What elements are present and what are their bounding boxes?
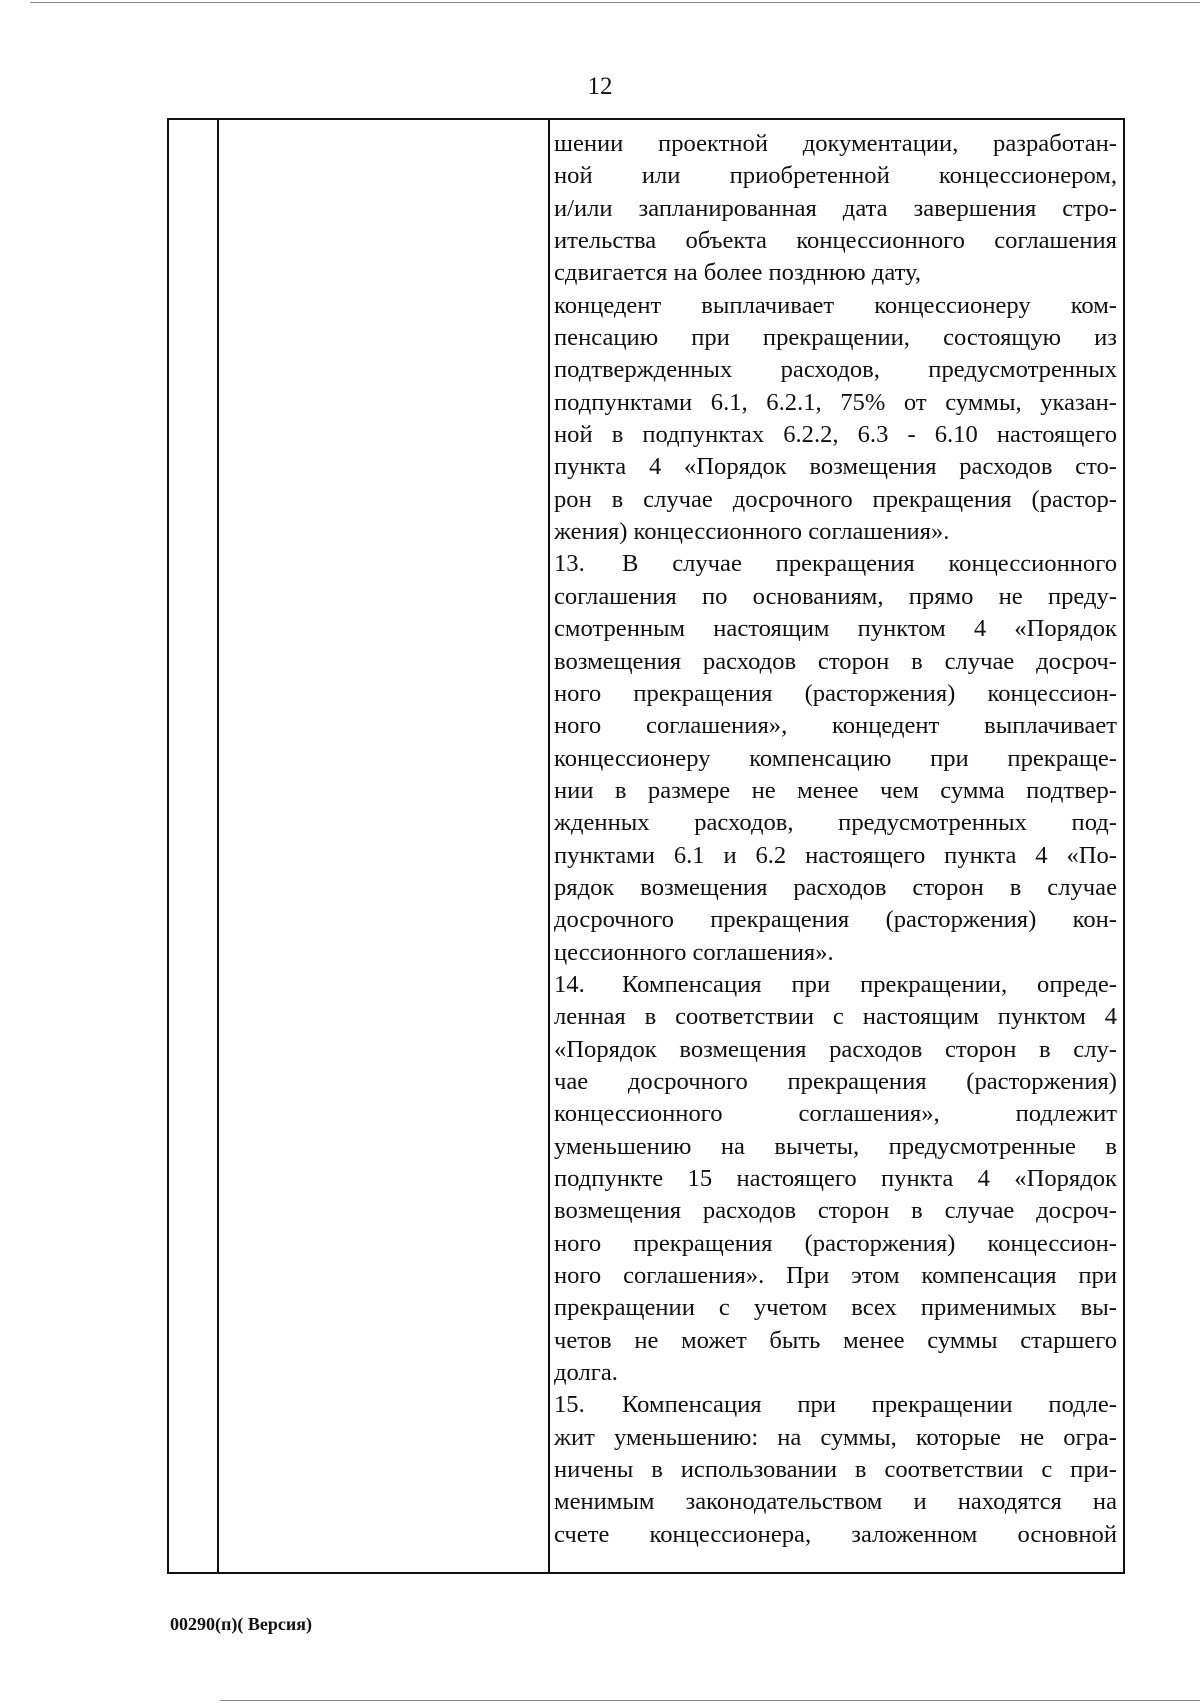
text-line: ного соглашения», концедент выплачивает bbox=[554, 712, 1117, 740]
text-line: смотренным настоящим пунктом 4 «Порядок bbox=[554, 615, 1117, 643]
text-line: ничены в использовании в соответствии с при- bbox=[554, 1456, 1117, 1484]
scan-edge-top bbox=[30, 2, 1200, 3]
text-line: подпунктами 6.1, 6.2.1, 75% от суммы, указан- bbox=[554, 388, 1117, 416]
text-line: ной в подпунктах 6.2.2, 6.3 - 6.10 настоящего bbox=[554, 421, 1117, 449]
paragraph-first-line: Компенсация при прекращении, опреде- bbox=[622, 970, 1117, 998]
text-line: соглашения по основаниям, прямо не преду- bbox=[554, 582, 1117, 610]
text-line bbox=[554, 1389, 1117, 1421]
text-line: подпункте 15 настоящего пункта 4 «Порядок bbox=[554, 1165, 1117, 1192]
text-line: рядок возмещения расходов сторон в случае bbox=[554, 873, 1117, 901]
scan-edge-bottom bbox=[220, 1700, 1200, 1701]
document-footer-code: 00290(п)( Версия) bbox=[170, 1614, 312, 1634]
page-number: 12 bbox=[587, 73, 613, 100]
text-line: ного прекращения (расторжения) концессион- bbox=[554, 679, 1117, 707]
text-line: концессионеру компенсацию при прекраще- bbox=[554, 744, 1117, 772]
text-line: прекращении с учетом всех применимых вы- bbox=[554, 1294, 1117, 1322]
text-line: нии в размере не менее чем сумма подтвер- bbox=[554, 776, 1117, 804]
text-line: «Порядок возмещения расходов сторон в слу- bbox=[554, 1035, 1117, 1063]
text-line: концедент выплачивает концессионеру ком- bbox=[554, 291, 1117, 319]
document-table bbox=[167, 118, 1125, 1574]
text-line: пунктами 6.1 и 6.2 настоящего пункта 4 «По- bbox=[554, 841, 1117, 869]
paragraph-first-line: Компенсация при прекращении подле- bbox=[622, 1391, 1117, 1419]
text-line: ной или приобретенной концессионером, bbox=[554, 162, 1117, 190]
text-line: четов не может быть менее суммы старшего bbox=[554, 1326, 1117, 1354]
text-line bbox=[554, 969, 1117, 1001]
text-line: ительства объекта концессионного соглашения bbox=[554, 227, 1117, 255]
table-column-divider-2 bbox=[548, 120, 550, 1572]
text-line: долга. bbox=[554, 1359, 618, 1387]
text-line: пенсацию при прекращении, состоящую из bbox=[554, 324, 1117, 352]
text-line: возмещения расходов сторон в случае досроч- bbox=[554, 647, 1117, 675]
text-line: подтвержденных расходов, предусмотренных bbox=[554, 356, 1117, 384]
text-line: чае досрочного прекращения (расторжения) bbox=[554, 1067, 1117, 1095]
text-line bbox=[554, 548, 1117, 580]
text-line: возмещения расходов сторон в случае досроч- bbox=[554, 1197, 1117, 1225]
text-line: счете концессионера, заложенном основной bbox=[554, 1520, 1117, 1548]
text-line: и/или запланированная дата завершения стро- bbox=[554, 194, 1117, 222]
table-border-left bbox=[167, 120, 169, 1572]
text-line: досрочного прекращения (расторжения) кон- bbox=[554, 906, 1117, 934]
paragraph-number: 13. bbox=[554, 550, 585, 578]
text-line: ного прекращения (расторжения) концессион- bbox=[554, 1229, 1117, 1257]
paragraph-number: 14. bbox=[554, 970, 585, 998]
text-line: жения) концессионного соглашения». bbox=[554, 518, 950, 546]
text-line: цессионного соглашения». bbox=[554, 938, 834, 966]
text-line: ленная в соответствии с настоящим пунктом 4 bbox=[554, 1003, 1117, 1031]
table-border-right bbox=[1123, 120, 1125, 1572]
text-line: пункта 4 «Порядок возмещения расходов сто- bbox=[554, 453, 1117, 481]
text-line: жит уменьшению: на суммы, которые не огра- bbox=[554, 1423, 1117, 1451]
text-line: жденных расходов, предусмотренных под- bbox=[554, 809, 1117, 837]
text-line: концессионного соглашения», подлежит bbox=[554, 1100, 1117, 1128]
paragraph-first-line: В случае прекращения концессионного bbox=[622, 550, 1117, 578]
text-line: уменьшению на вычеты, предусмотренные в bbox=[554, 1132, 1117, 1160]
text-line: менимым законодательством и находятся на bbox=[554, 1488, 1117, 1516]
table-column-divider-1 bbox=[217, 120, 219, 1572]
paragraph-number: 15. bbox=[554, 1391, 585, 1419]
text-line: шении проектной документации, разработан- bbox=[554, 130, 1117, 157]
text-line: ного соглашения». При этом компенсация при bbox=[554, 1262, 1117, 1290]
text-line: рон в случае досрочного прекращения (растор- bbox=[554, 485, 1117, 513]
text-line: сдвигается на более позднюю дату, bbox=[554, 259, 922, 287]
table-cell-text bbox=[554, 128, 1117, 1551]
